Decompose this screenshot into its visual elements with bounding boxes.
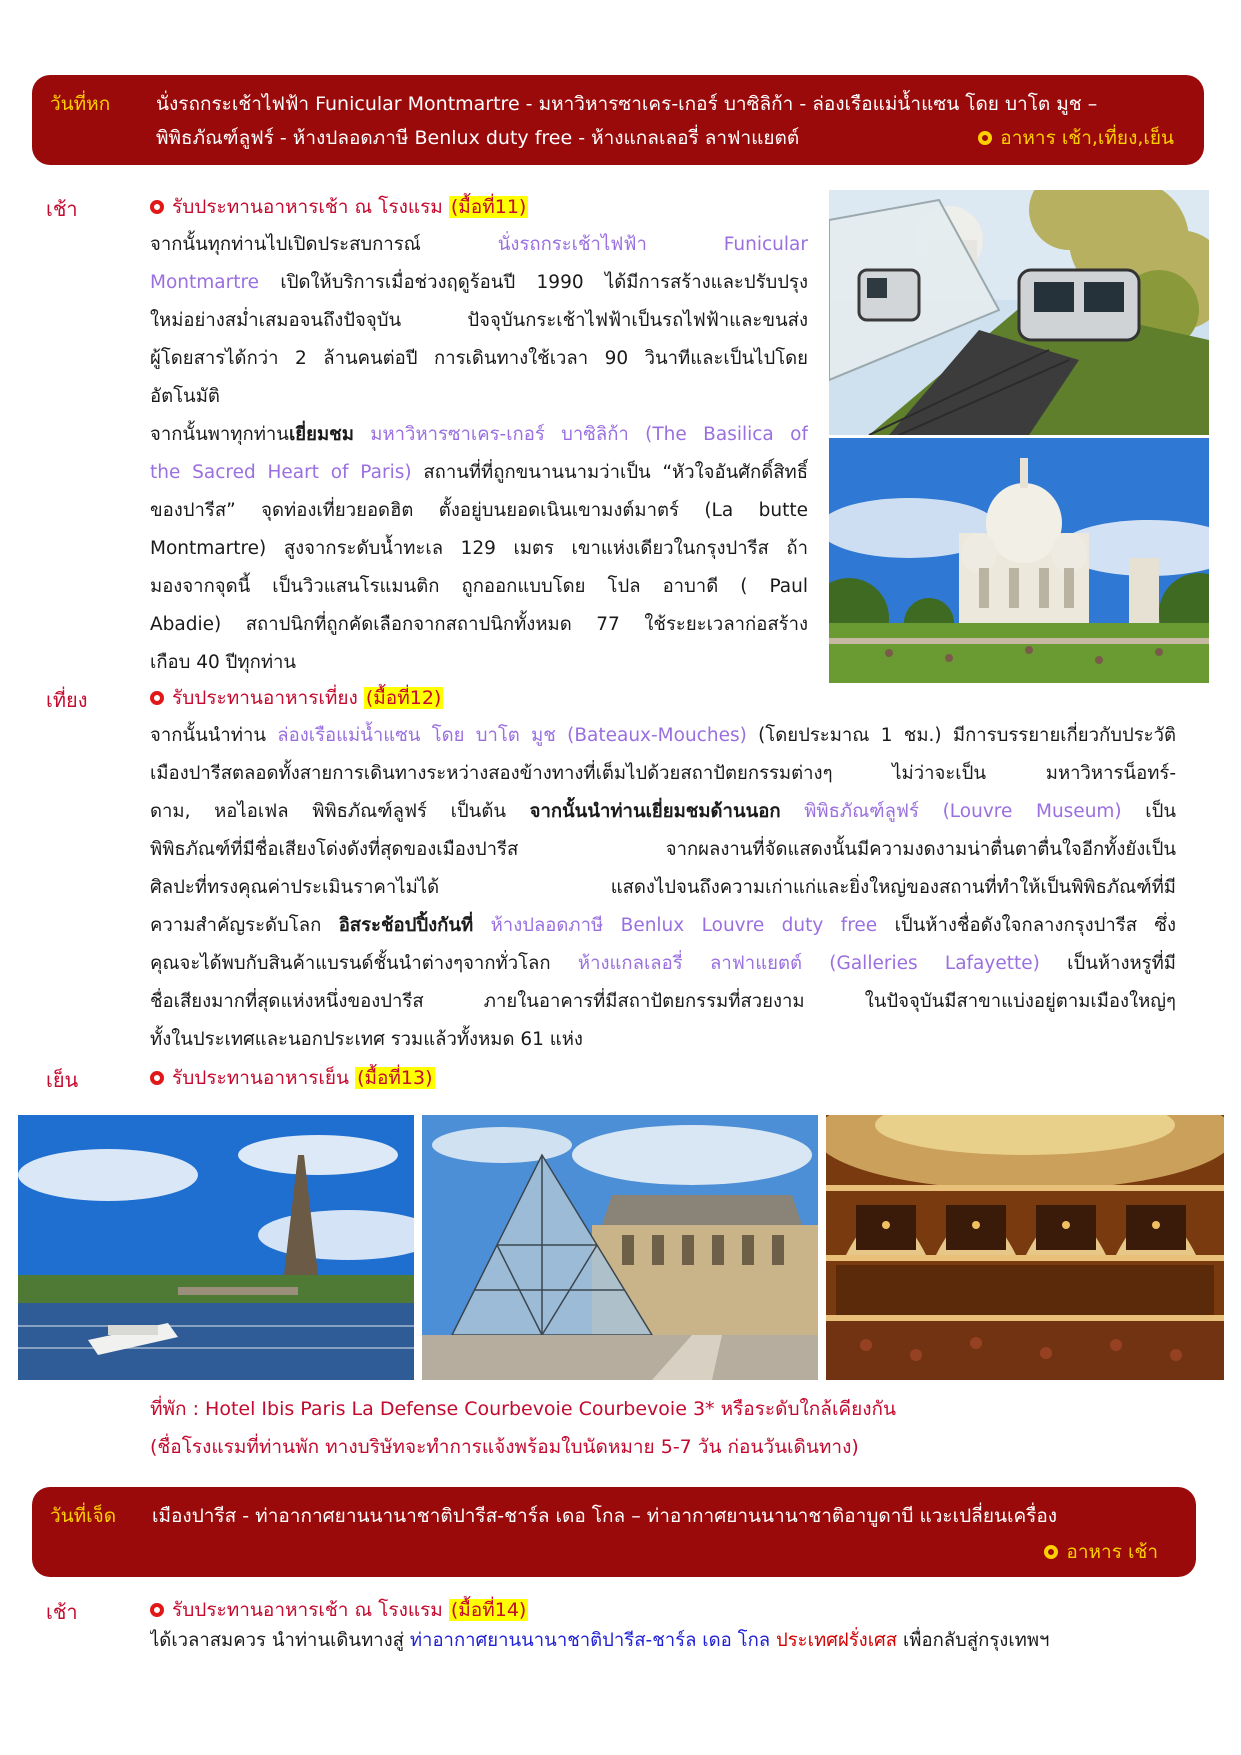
- seine-louvre-paragraph: [150, 717, 1176, 1059]
- text-row: ทั้งในประเทศและนอกประเทศ รวมแล้วทั้งหมด 61 แห่ง: [150, 1029, 583, 1050]
- text-row: เกือบ 40 ปีทุกท่าน: [150, 652, 297, 673]
- text-row: the Sacred Heart of Paris) สถานที่ที่ถูกขนานนามว่าเป็น “หัวใจอันศักดิ์สิทธิ์: [150, 462, 808, 483]
- slot-noon: เที่ยง: [46, 688, 88, 712]
- meal-number: (มื้อที่13): [357, 1067, 433, 1089]
- day-label: วันที่หก: [50, 93, 111, 115]
- galeries-lafayette-photo: [826, 1115, 1224, 1380]
- eiffel-seine-photo: [18, 1115, 414, 1380]
- text-row: Abadie) สถาปนิกที่ถูกคัดเลือกจากสถาปนิกทั้งหมด 77 ใช้ระยะเวลาก่อสร้าง: [150, 614, 808, 635]
- text-row: จากนั้นนำท่าน ล่องเรือแม่น้ำแซน โดย บาโต มูช (Bateaux-Mouches) (โดยประมาณ 1 ชม.) มีการบรรยายเกี่ยวกับประวัติ: [150, 725, 1176, 746]
- day-route-line1: เมืองปารีส - ท่าอากาศยานนานาชาติปารีส-ชาร์ล เดอ โกล – ท่าอากาศยานนานาชาติอาบูดาบี แวะเปลี่ยนเครื่อง: [152, 1505, 1058, 1527]
- hotel-note: (ชื่อโรงแรมที่ท่านพัก ทางบริษัทจะทำการแจ้งพร้อมใบนัดหมาย 5-7 วัน ก่อนวันเดินทาง): [150, 1436, 859, 1458]
- funicular-paragraph: [150, 226, 808, 416]
- meals-text: อาหาร เช้า,เที่ยง,เย็น: [1000, 127, 1174, 149]
- basilica-paragraph: [150, 416, 808, 682]
- text-row: ใหม่อย่างสม่ำเสมอจนถึงปัจจุบัน ปัจจุบันกระเช้าไฟฟ้าเป็นรถไฟฟ้าและขนส่ง: [150, 310, 808, 331]
- meal-breakfast: [150, 192, 528, 222]
- meal-text: รับประทานอาหารเที่ยง: [172, 687, 358, 709]
- slot-morning: เช้า: [46, 197, 78, 221]
- text-row: ผู้โดยสารได้กว่า 2 ล้านคนต่อปี การเดินทางใช้เวลา 90 วินาทีและเป็นไปโดย: [150, 348, 808, 369]
- text-row: คุณจะได้พบกับสินค้าแบรนด์ชั้นนำต่างๆจากทั่วโลก ห้างแกลเลอรี่ ลาฟาแยตต์ (Galleries Lafayette) เป็นห้างหรูที่มี: [150, 953, 1176, 974]
- day-route-line2: พิพิธภัณฑ์ลูฟร์ - ห้างปลอดภาษี Benlux duty free - ห้างแกลเลอรี่ ลาฟาแยตต์: [156, 127, 800, 149]
- louvre-photo: [422, 1115, 818, 1380]
- text-row: เมืองปารีสตลอดทั้งสายการเดินทางระหว่างสองข้างทางที่เต็มไปด้วยสถาปัตยกรรมต่างๆ ไม่ว่าจะเป็น มหาวิหารน็อทร์-: [150, 763, 1176, 784]
- meal-breakfast: [150, 1595, 528, 1625]
- meal-dinner: [150, 1063, 435, 1093]
- departure-paragraph: [150, 1622, 1190, 1660]
- meal-icon: [978, 131, 992, 145]
- meal-icon: [150, 691, 164, 705]
- text-row: ได้เวลาสมควร นำท่านเดินทางสู่ ท่าอากาศยานนานาชาติปารีส-ชาร์ล เดอ โกล ประเทศฝรั่งเศส เพื่อกลับสู่กรุงเทพฯ: [150, 1630, 1050, 1651]
- day6-banner: [32, 75, 1204, 165]
- basilica-photo: [829, 438, 1209, 683]
- text-row: ดาม, หอไอเฟล พิพิธภัณฑ์ลูฟร์ เป็นต้น จากนั้นนำท่านเยี่ยมชมด้านนอก พิพิธภัณฑ์ลูฟร์ (Louvre Museum) เป็น: [150, 801, 1176, 822]
- meal-number: (มื้อที่14): [450, 1599, 527, 1621]
- text-row: ของปารีส” จุดท่องเที่ยวยอดฮิต ตั้งอยู่บนยอดเนินเขามงต์มาตร์ (La butte: [150, 500, 808, 521]
- meal-icon: [150, 1071, 164, 1085]
- text-row: ศิลปะที่ทรงคุณค่าประเมินราคาไม่ได้ แสดงไปจนถึงความเก่าแก่และยิ่งใหญ่ของสถานที่ทำให้เป็นพิพิธภัณฑ์ที่มี: [150, 877, 1176, 898]
- text-row: จากนั้นทุกท่านไปเปิดประสบการณ์ นั่งรถกระเช้าไฟฟ้า Funicular: [150, 234, 808, 255]
- meal-lunch: [150, 683, 443, 713]
- day-route-line1: นั่งรถกระเช้าไฟฟ้า Funicular Montmartre - มหาวิหารซาเคร-เกอร์ บาซิลิก้า - ล่องเรือแม่น้ำแซน โดย บาโต มูช –: [156, 93, 1098, 115]
- slot-morning: เช้า: [46, 1600, 78, 1624]
- meal-icon: [1044, 1545, 1058, 1559]
- text-row: ความสำคัญระดับโลก อิสระช้อปปิ้งกันที่ ห้างปลอดภาษี Benlux Louvre duty free เป็นห้างชื่อดังใจกลางกรุงปารีส ซึ่ง: [150, 915, 1176, 936]
- meal-icon: [150, 200, 164, 214]
- day-label: วันที่เจ็ด: [50, 1505, 117, 1527]
- meal-text: รับประทานอาหารเช้า ณ โรงแรม: [172, 196, 443, 218]
- text-row: Montmartre เปิดให้บริการเมื่อช่วงฤดูร้อนปี 1990 ได้มีการสร้างและปรับปรุง: [150, 272, 808, 293]
- text-row: ชื่อเสียงมากที่สุดแห่งหนึ่งของปารีส ภายในอาคารที่มีสถาปัตยกรรมที่สวยงาม ในปัจจุบันมีสาขาแบ่งอยู่ตามเมืองใหญ่ๆ: [150, 991, 1176, 1012]
- text-row: จากนั้นพาทุกท่านเยี่ยมชม มหาวิหารซาเคร-เกอร์ บาซิลิก้า (The Basilica of: [150, 424, 808, 445]
- day-meals: [1044, 1537, 1158, 1567]
- day-meals: [978, 123, 1174, 153]
- hotel-line: ที่พัก : Hotel Ibis Paris La Defense Courbevoie Courbevoie 3* หรือระดับใกล้เคียงกัน: [150, 1398, 897, 1420]
- day7-banner: [32, 1487, 1196, 1577]
- text-row: พิพิธภัณฑ์ที่มีชื่อเสียงโด่งดังที่สุดของเมืองปารีส จากผลงานที่จัดแสดงนั้นมีความงดงามน่าตื่นตาตื่นใจอีกทั้งยังเป็น: [150, 839, 1176, 860]
- meal-text: รับประทานอาหารเย็น: [172, 1067, 350, 1089]
- slot-evening: เย็น: [46, 1068, 79, 1092]
- meal-number: (มื้อที่11): [450, 196, 527, 218]
- meals-text: อาหาร เช้า: [1066, 1541, 1158, 1563]
- text-row: Montmartre) สูงจากระดับน้ำทะเล 129 เมตร เขาแห่งเดียวในกรุงปารีส ถ้า: [150, 538, 808, 559]
- text-row: มองจากจุดนี้ เป็นวิวแสนโรแมนติก ถูกออกแบบโดย โปล อาบาดี ( Paul: [150, 576, 808, 597]
- text-row: อัตโนมัติ: [150, 386, 220, 407]
- meal-number: (มื้อที่12): [365, 687, 442, 709]
- meal-icon: [150, 1603, 164, 1617]
- meal-text: รับประทานอาหารเช้า ณ โรงแรม: [172, 1599, 443, 1621]
- funicular-photo: [829, 190, 1209, 435]
